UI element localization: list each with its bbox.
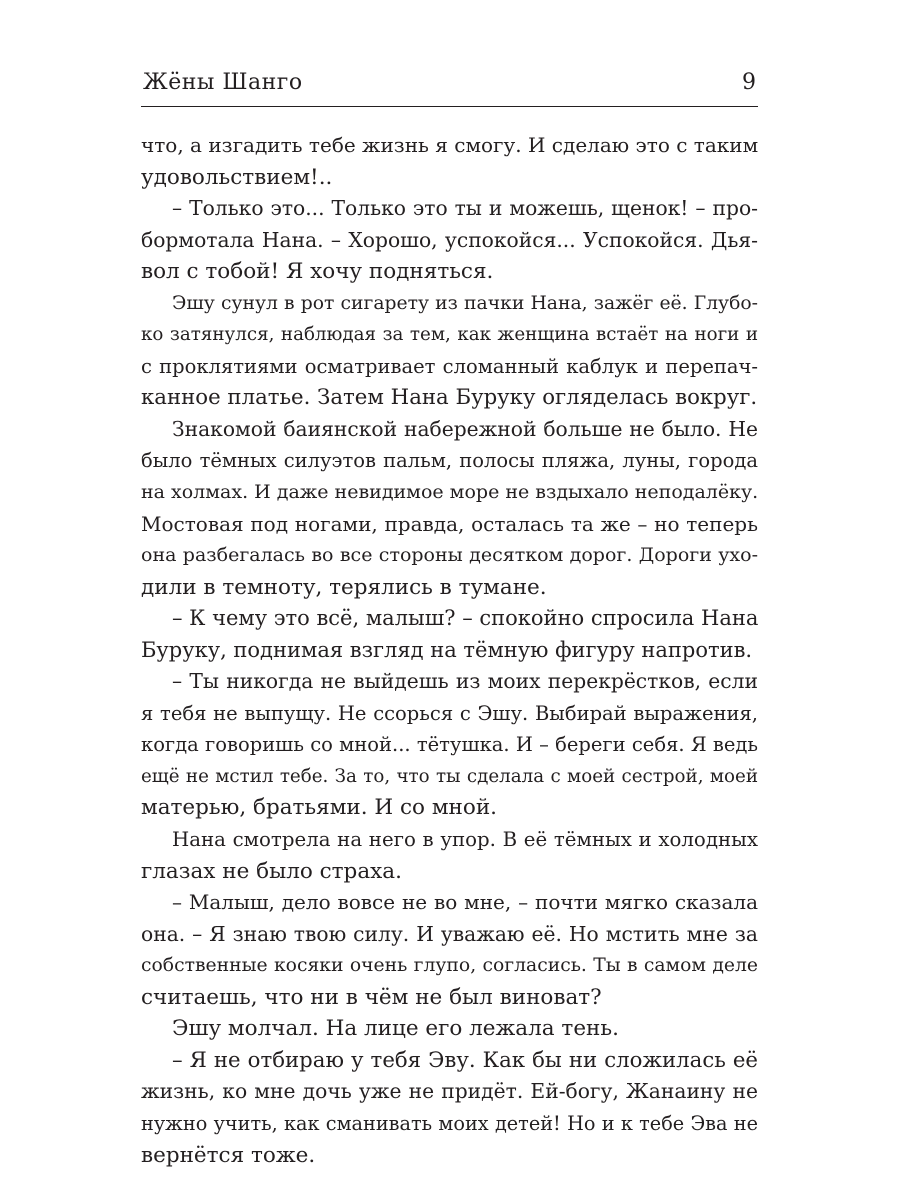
text-line: глазах не было страха. (141, 858, 402, 884)
body-text (141, 130, 758, 1171)
text-line: на холмах. И даже невидимое море не вздыхало неподалёку. (141, 481, 758, 504)
text-line: что, а изгадить тебе жизнь я смогу. И сделаю это с таким (141, 133, 758, 157)
text-line: считаешь, что ни в чём не был виноват? (141, 984, 602, 1010)
text-line: вернётся тоже. (141, 1142, 316, 1168)
text-line: вол с тобой! Я хочу подняться. (141, 259, 494, 285)
page-number: 9 (742, 70, 756, 95)
text-line: собственные косяки очень глупо, согласись. Ты в самом деле (141, 955, 758, 977)
text-line: Знакомой баиянской набережной больше не было. Не (172, 416, 758, 441)
text-line: когда говоришь со мной... тётушка. И – береги себя. Я ведь (141, 733, 758, 757)
text-line: – Я не отбираю у тебя Эву. Как бы ни сложилась её (172, 1047, 758, 1073)
text-line: – Малыш, дело вовсе не во мне, – почти мягко сказала (172, 890, 758, 915)
running-title: Жёны Шанго (143, 70, 303, 95)
text-line: Нана смотрела на него в упор. В её тёмных и холодных (172, 828, 758, 852)
text-line: матерью, братьями. И со мной. (141, 795, 497, 821)
text-line: Буруку, поднимая взгляд на тёмную фигуру напротив. (141, 637, 753, 662)
running-header (141, 60, 758, 107)
text-line: ещё не мстил тебе. За то, что ты сделала с моей сестрой, моей (141, 765, 758, 787)
text-line: с проклятиями осматривает сломанный каблук и перепач- (141, 354, 758, 378)
text-line: – Ты никогда не выйдешь из моих перекрёстков, если (172, 669, 758, 694)
text-line: – К чему это всё, малыш? – спокойно спросила Нана (172, 606, 758, 631)
text-line: было тёмных силуэтов пальм, полосы пляжа, луны, города (141, 449, 758, 473)
text-line: она разбегалась во все стороны десятком дорог. Дороги ухо- (141, 544, 758, 567)
text-line: – Только это... Только это ты и можешь, щенок! – про- (172, 196, 758, 221)
text-line: ко затянулся, наблюдая за тем, как женщина встаёт на ноги и (141, 324, 758, 346)
text-line: дили в темноту, терялись в тумане. (141, 574, 547, 600)
text-line: она. – Я знаю твою силу. И уважаю её. Но мстить мне за (141, 921, 758, 946)
text-line: Эшу сунул в рот сигарету из пачки Нана, зажёг её. Глубо- (172, 292, 758, 314)
text-line: канное платье. Затем Нана Буруку огляделась вокруг. (141, 385, 758, 411)
text-line: Мостовая под ногами, правда, осталась та же – но теперь (141, 511, 758, 536)
text-line: жизнь, ко мне дочь уже не придёт. Ей-богу, Жанаину не (141, 1079, 758, 1104)
text-line: бормотала Нана. – Хорошо, успокойся... Успокойся. Дья- (141, 227, 758, 252)
text-line: Эшу молчал. На лице его лежала тень. (172, 1016, 619, 1042)
text-line: удовольствием!.. (141, 164, 333, 190)
text-line: я тебя не выпущу. Не ссорься с Эшу. Выбирай выражения, (141, 701, 758, 725)
text-line: нужно учить, как сманивать моих детей! Но и к тебе Эва не (141, 1111, 758, 1135)
